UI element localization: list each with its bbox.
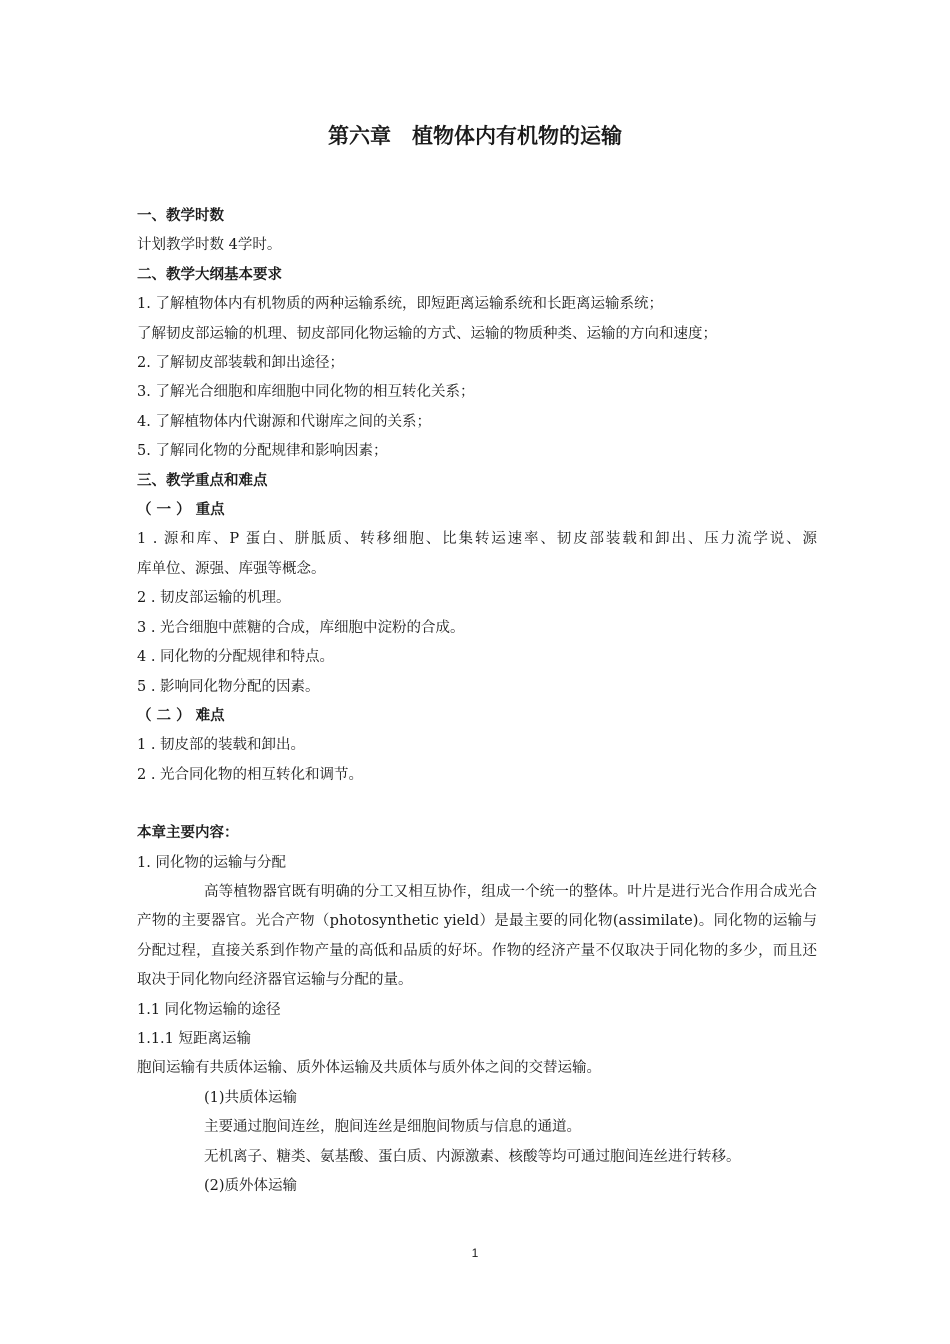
text-line: 了解韧皮部运输的机理、韧皮部同化物运输的方式、运输的物质种类、运输的方向和速度； xyxy=(137,325,717,342)
text-line: 1.1.1 短距离运输 xyxy=(137,1030,252,1047)
text-line: 1.1 同化物运输的途径 xyxy=(137,1001,281,1018)
text-line: 4. 了解植物体内代谢源和代谢库之间的关系； xyxy=(137,413,431,430)
section-heading: 一、教学时数 xyxy=(137,208,224,224)
text-line: 无机离子、糖类、氨基酸、蛋白质、内源激素、核酸等均可通过胞间连丝进行转移。 xyxy=(204,1148,741,1165)
text-line: 2 . 光合同化物的相互转化和调节。 xyxy=(137,766,364,783)
section-heading: 三、教学重点和难点 xyxy=(137,472,268,489)
text-line: 1. 同化物的运输与分配 xyxy=(137,854,286,871)
section-heading: 本章主要内容： xyxy=(137,825,239,842)
section-heading: 二、教学大纲基本要求 xyxy=(137,266,282,283)
text-line: 1. 了解植物体内有机物质的两种运输系统，即短距离运输系统和长距离运输系统； xyxy=(137,296,663,313)
text-line: 2. 了解韧皮部装载和卸出途径； xyxy=(137,355,344,372)
section-heading: （ 二 ） 难点 xyxy=(137,707,225,724)
body-paragraph: 高等植物器官既有明确的分工又相互协作，组成一个统一的整体。叶片是进行光合作用合成光合产物的主要器官。光合产物（photosynthetic yield）是最主要的同化物(assimilate)。同化物的运输与分配过程，直接关系到作物产量的高低和品质的好坏。作物的经济产量不仅取决于同化物的多少，而且还取决于同化物向经济器官运输与分配的量。 xyxy=(137,883,817,989)
text-line: 库单位、源强、库强等概念。 xyxy=(137,560,326,577)
text-line: 胞间运输有共质体运输、质外体运输及共质体与质外体之间的交替运输。 xyxy=(137,1060,601,1077)
section-heading: （ 一 ） 重点 xyxy=(137,502,225,519)
text-line: 4 . 同化物的分配规律和特点。 xyxy=(137,649,335,666)
document-body xyxy=(137,202,817,1201)
text-line: 3. 了解光合细胞和库细胞中同化物的相互转化关系； xyxy=(137,384,475,401)
text-line: 3 . 光合细胞中蔗糖的合成，库细胞中淀粉的合成。 xyxy=(137,619,465,636)
text-line: 计划教学时数 4学时。 xyxy=(137,237,282,254)
chapter-title: 第六章 植物体内有机物的运输 xyxy=(328,124,622,148)
text-line: 5. 了解同化物的分配规律和影响因素； xyxy=(137,443,388,460)
text-line: 5 . 影响同化物分配的因素。 xyxy=(137,678,320,695)
page-number: 1 xyxy=(471,1246,479,1260)
text-line: (1)共质体运输 xyxy=(204,1089,298,1106)
text-line: 主要通过胞间连丝，胞间连丝是细胞间物质与信息的通道。 xyxy=(204,1119,581,1136)
text-line: 1 . 韧皮部的装载和卸出。 xyxy=(137,737,306,754)
text-line: (2)质外体运输 xyxy=(204,1178,298,1194)
blank-gap xyxy=(137,790,817,819)
text-line: 2 . 韧皮部运输的机理。 xyxy=(137,590,291,607)
text-line: 1 . 源和库、P 蛋白、胼胝质、转移细胞、比集转运速率、韧皮部装载和卸出、压力流学说、源 xyxy=(137,531,817,548)
